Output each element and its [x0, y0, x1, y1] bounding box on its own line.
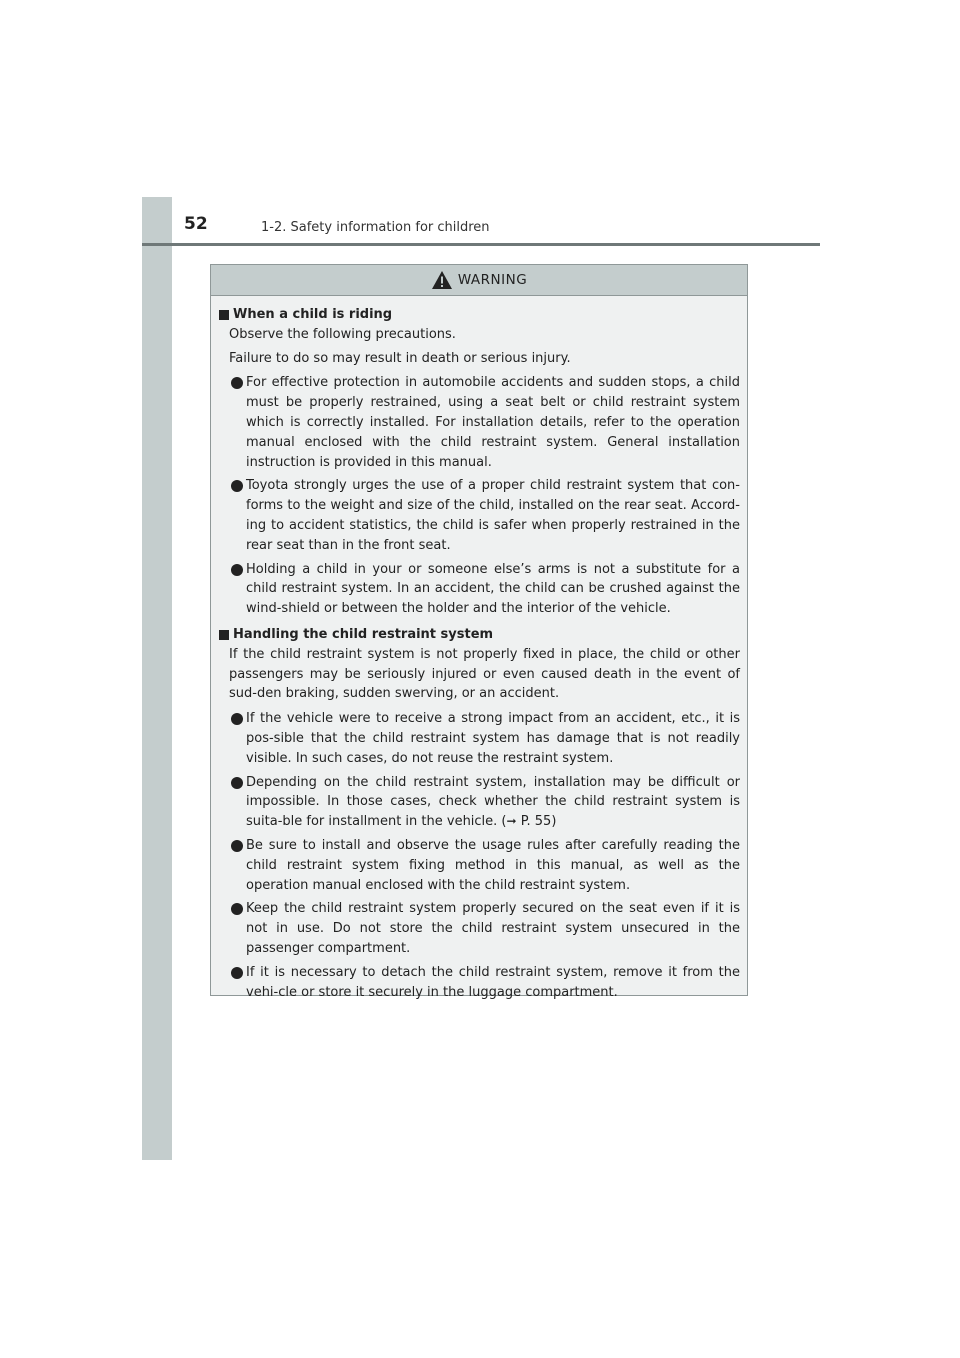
- bullet-dot-icon: [231, 903, 243, 915]
- warning-box: [210, 264, 748, 1000]
- bullet-item: [219, 373, 740, 472]
- bullet-text: For effective protection in automobile accidents and sudden stops, a child must be properly restrained, using a seat belt or child restraint system which is correctly installed. For installation details, refer to the operation manual enclosed with the child restraint system. General installation instruction is provided in this manual.: [246, 375, 740, 470]
- arrow-right-icon: ➞: [506, 814, 517, 829]
- bullet-item: [219, 560, 740, 619]
- bullet-item: [219, 476, 740, 555]
- bullet-text: If it is necessary to detach the child restraint system, remove it from the vehi-cle or store it securely in the luggage compartment.: [246, 964, 740, 1000]
- subsection-child-riding: [219, 305, 740, 619]
- bullet-dot-icon: [231, 480, 243, 492]
- heading-text: When a child is riding: [233, 307, 393, 322]
- bullet-text-with-ref: [246, 773, 740, 832]
- header-rule: [142, 243, 820, 246]
- bullet-dot-icon: [231, 564, 243, 576]
- page-number: 52: [184, 214, 208, 234]
- subsection-handling-restraint: [219, 625, 740, 1002]
- bullet-dot-icon: [231, 777, 243, 789]
- bullet-text: Toyota strongly urges the use of a proper child restraint system that con-forms to the weight and size of the child, installed on the rear seat. Accord-ing to accident statistics, the child is safer when properly restrained in the rear seat than in the front seat.: [246, 478, 740, 553]
- bullet-dot-icon: [231, 967, 243, 979]
- bullet-item: [219, 836, 740, 895]
- heading-text: Handling the child restraint system: [233, 626, 494, 642]
- square-bullet-icon: [219, 310, 229, 320]
- section-title: 1-2. Safety information for children: [261, 220, 490, 235]
- paragraph: Observe the following precautions.: [229, 326, 456, 342]
- bullet-text: Be sure to install and observe the usage rules after carefully reading the child restraint system fixing method in this manual, as well as the operation manual enclosed with the child restraint system.: [246, 837, 740, 893]
- bullet-text: Keep the child restraint system properly secured on the seat even if it is not in use. Do not store the child restraint system unsecured in the passenger compartment.: [246, 901, 740, 956]
- bullet-dot-icon: [231, 840, 243, 852]
- bullet-dot-icon: [231, 377, 243, 389]
- warning-title: WARNING: [457, 272, 528, 288]
- bullet-text: Holding a child in your or someone else’s arms is not a substitute for a child restraint system. In an accident, the child can be crushed against the wind-shield or between the holder and the interior of the vehicle.: [246, 561, 740, 617]
- bullet-item: [219, 773, 740, 832]
- paragraph: If the child restraint system is not properly fixed in place, the child or other passengers may be seriously injured or even caused death in the event of sud-den braking, sudden swerving, or an accident.: [229, 646, 740, 702]
- subsection-heading: [219, 625, 740, 645]
- warning-triangle-icon: [431, 270, 453, 290]
- bullet-item: [219, 899, 740, 958]
- warning-header: [211, 265, 747, 296]
- bullet-text: If the vehicle were to receive a strong impact from an accident, etc., it is pos-sible that the child restraint system has damage that is not readily visible. In such cases, do not reuse the restraint system.: [246, 711, 740, 766]
- side-tab: [142, 197, 172, 1160]
- page-reference-link[interactable]: P. 55): [516, 814, 557, 830]
- bullet-item: [219, 709, 740, 768]
- bullet-text: Depending on the child restraint system, installation may be difficult or impossible. In those cases, check whether the child restraint system is suita-ble for installment in the vehicle. (: [246, 774, 740, 830]
- subsection-heading: [219, 305, 740, 325]
- paragraph: Failure to do so may result in death or serious injury.: [229, 350, 571, 366]
- bullet-item: [219, 963, 740, 1003]
- bullet-dot-icon: [231, 713, 243, 725]
- square-bullet-icon: [219, 630, 229, 640]
- warning-body: [211, 296, 747, 1002]
